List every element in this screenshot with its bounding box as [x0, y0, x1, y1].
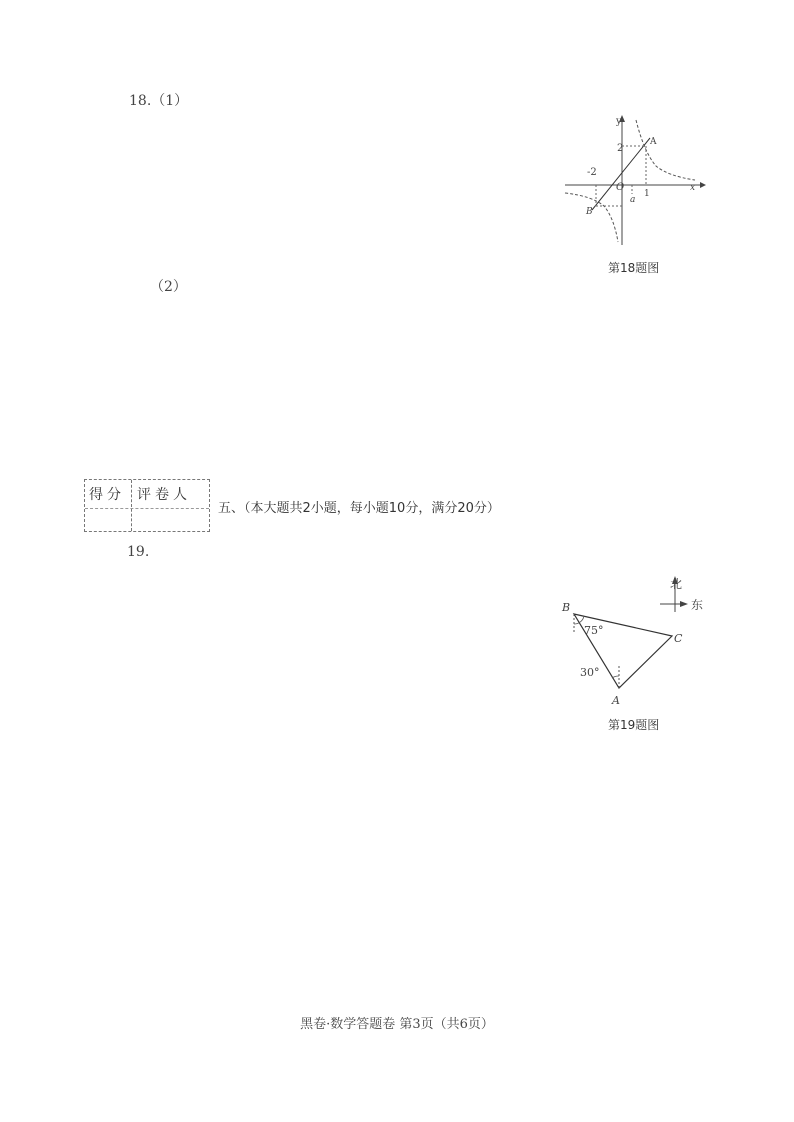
compass-east-arrow	[680, 601, 688, 607]
x-axis-label: x	[690, 183, 696, 193]
angle-a-label: 30°	[580, 666, 600, 679]
hyperbola-branch-q1	[636, 120, 695, 180]
point-b-label: B	[586, 207, 593, 217]
angle-a-arc	[612, 676, 619, 678]
figure-19-diagram	[560, 570, 720, 710]
point-a-label: A	[650, 137, 657, 147]
reviewer-label: 评卷人	[137, 487, 191, 503]
x-axis-arrow	[700, 182, 706, 188]
point-a-label: A	[612, 694, 620, 707]
section-5-heading: 五、（本大题共2小题，每小题10分，满分20分）	[218, 501, 500, 516]
figure-19-caption: 第19题图	[608, 718, 660, 732]
page-footer: 黑卷·数学答题卷 第3页（共6页）	[300, 1017, 494, 1032]
figure-18-graph	[560, 110, 710, 250]
score-box-divider-horizontal	[85, 508, 209, 509]
figure-18-caption: 第18题图	[608, 261, 660, 275]
score-label: 得分	[89, 487, 125, 503]
x-tick-1-label: 1	[644, 189, 650, 199]
origin-label: O	[616, 182, 625, 193]
hyperbola-branch-q3	[565, 193, 618, 242]
x-tick-neg2-label: -2	[587, 167, 597, 178]
score-box	[84, 479, 210, 532]
point-c-label: C	[674, 632, 683, 645]
y-tick-2-label: 2	[617, 143, 624, 154]
angle-b-label: 75°	[584, 624, 604, 637]
point-b-label: B	[562, 601, 571, 614]
score-box-divider-vertical	[131, 480, 132, 531]
question-19-label: 19.	[127, 544, 150, 560]
compass-east-label: 东	[691, 598, 704, 612]
x-tick-a-label: a	[630, 195, 636, 205]
compass-north-label: 北	[670, 577, 683, 591]
question-18-part2-label: （2）	[150, 279, 187, 295]
y-axis-label: y	[616, 116, 622, 127]
question-18-label: 18.（1）	[129, 93, 189, 109]
